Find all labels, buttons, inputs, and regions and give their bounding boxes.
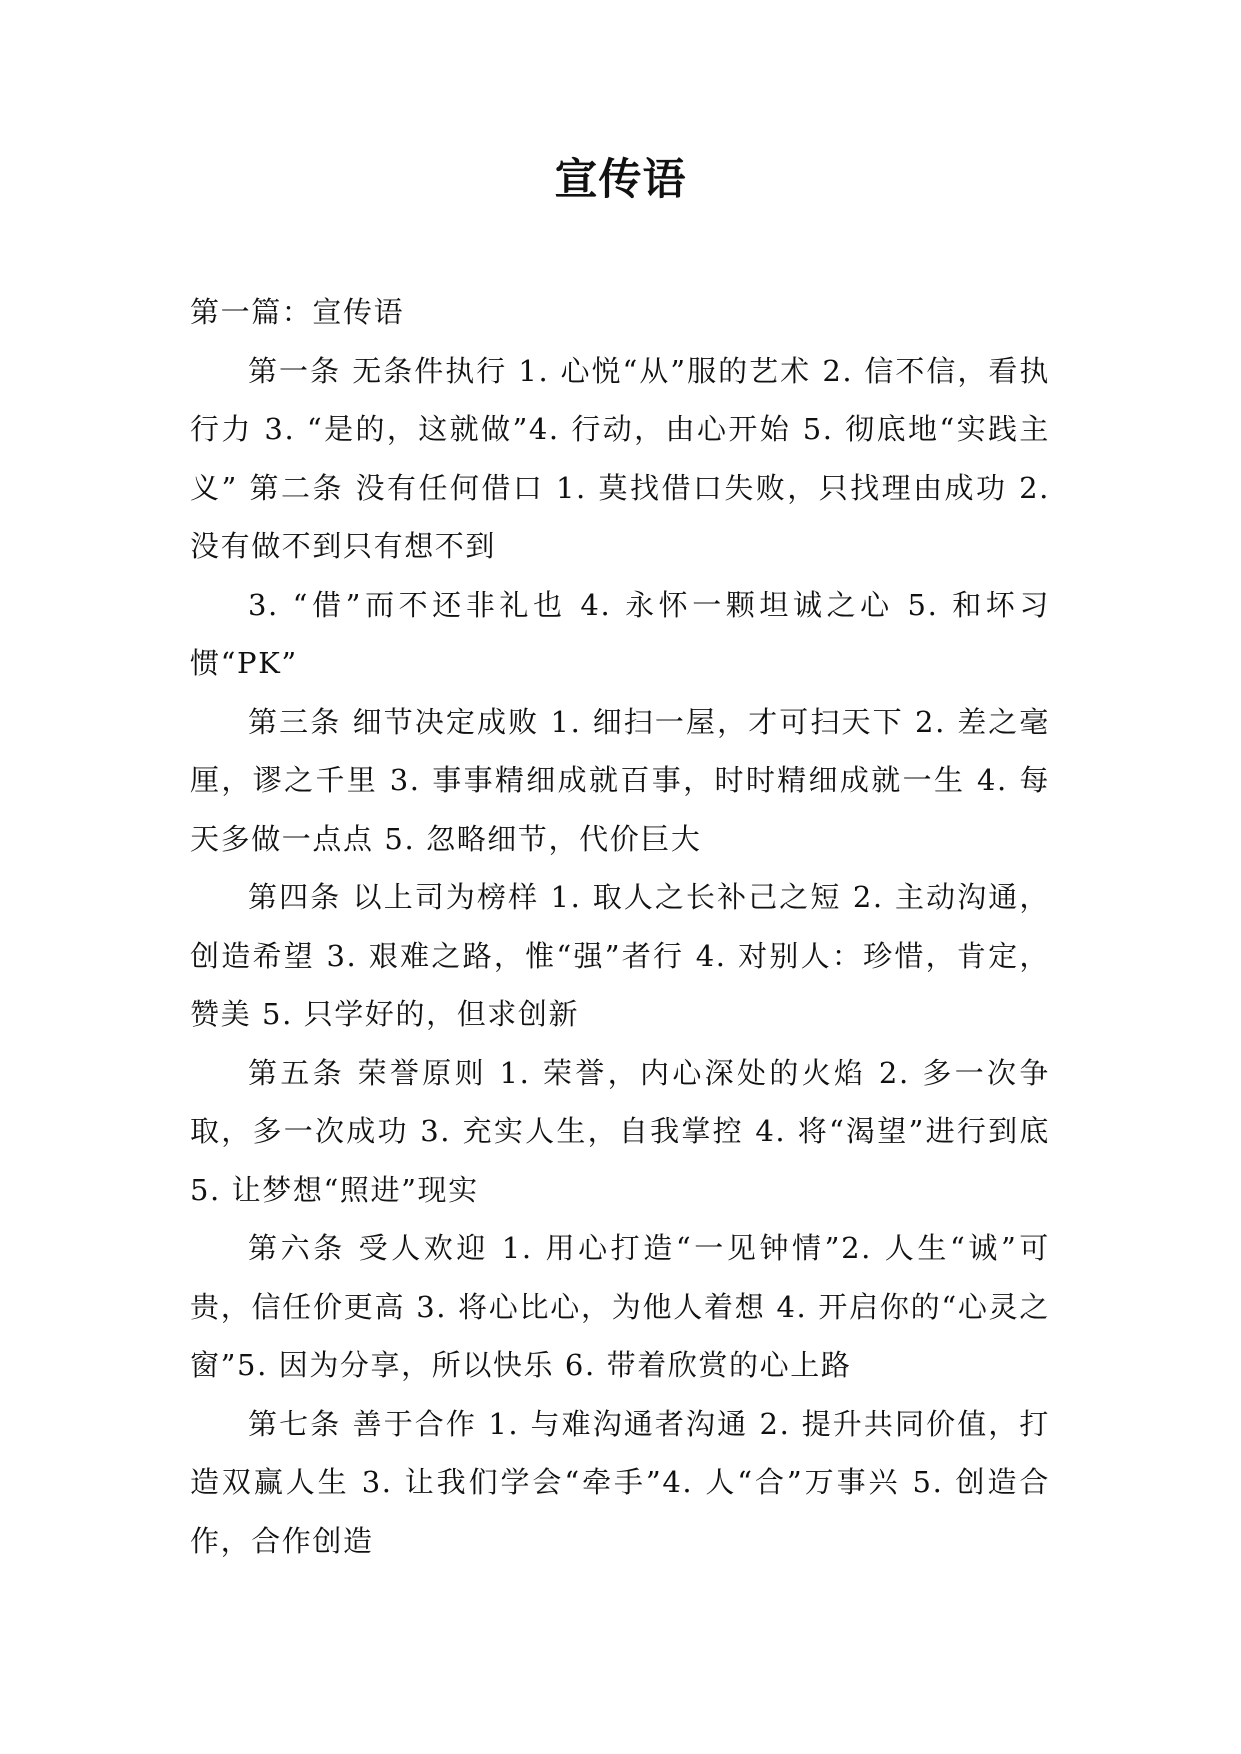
document-body <box>190 283 1050 1570</box>
document-title: 宣传语 <box>554 155 687 205</box>
paragraph-article-1-2: 第一条 无条件执行 1. 心悦“从”服的艺术 2. 信不信，看执行力 3. “是的，这就做”4. 行动，由心开始 5. 彻底地“实践主义” 第二条 没有任何借口 1. 莫找借口失败，只找理由成功 2. 没有做不到只有想不到 <box>190 353 1050 563</box>
paragraph-article-6: 第六条 受人欢迎 1. 用心打造“一见钟情”2. 人生“诚”可贵，信任价更高 3. 将心比心，为他人着想 4. 开启你的“心灵之窗”5. 因为分享，所以快乐 6. 带着欣赏的心上路 <box>190 1231 1050 1382</box>
paragraph-article-3: 第三条 细节决定成败 1. 细扫一屋，才可扫天下 2. 差之毫厘，谬之千里 3. 事事精细成就百事，时时精细成就一生 4. 每天多做一点点 5. 忽略细节，代价巨大 <box>190 704 1050 856</box>
paragraph-article-7: 第七条 善于合作 1. 与难沟通者沟通 2. 提升共同价值，打造双赢人生 3. 让我们学会“牵手”4. 人“合”万事兴 5. 创造合作，合作创造 <box>190 1406 1050 1558</box>
paragraph-article-5: 第五条 荣誉原则 1. 荣誉，内心深处的火焰 2. 多一次争取，多一次成功 3. 充实人生，自我掌控 4. 将“渴望”进行到底 5. 让梦想“照进”现实 <box>190 1055 1050 1207</box>
section-heading: 第一篇：宣传语 <box>190 295 405 329</box>
paragraph-article-2-continued: 3. “借”而不还非礼也 4. 永怀一颗坦诚之心 5. 和坏习惯“PK” <box>190 587 1050 680</box>
paragraph-article-4: 第四条 以上司为榜样 1. 取人之长补己之短 2. 主动沟通，创造希望 3. 艰难之路，惟“强”者行 4. 对别人：珍惜，肯定，赞美 5. 只学好的，但求创新 <box>190 880 1050 1031</box>
